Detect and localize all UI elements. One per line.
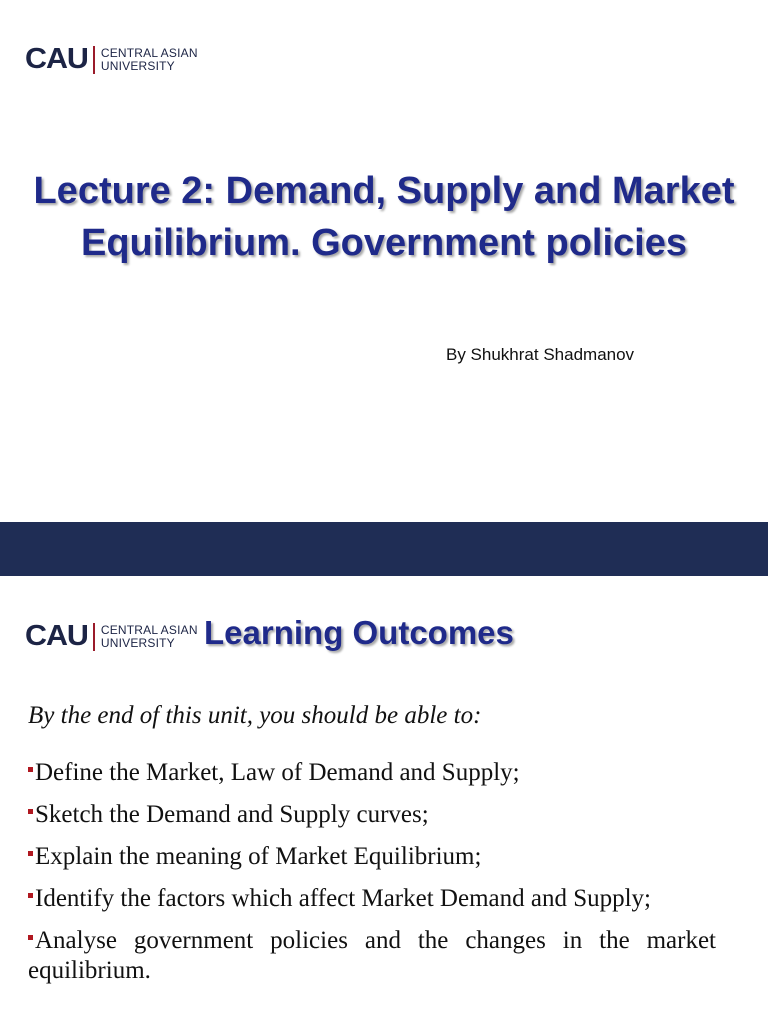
outcome-text: Analyse government policies and the changes in the market equilibrium.	[28, 927, 716, 984]
list-item	[28, 758, 716, 788]
outcome-text: Sketch the Demand and Supply curves;	[35, 801, 429, 828]
cau-logo	[25, 622, 198, 651]
logo-line-2: UNIVERSITY	[100, 635, 175, 650]
cau-logo	[25, 45, 198, 74]
logo-divider	[93, 623, 95, 651]
logo-divider	[93, 46, 95, 74]
square-bullet-icon	[28, 935, 33, 940]
logo-line-1: CENTRAL ASIAN	[100, 45, 198, 60]
list-item	[28, 800, 716, 830]
lecture-title: Lecture 2: Demand, Supply and Market Equilibrium. Government policies	[33, 170, 735, 264]
logo-line-1: CENTRAL ASIAN	[100, 622, 198, 637]
outcome-text: Explain the meaning of Market Equilibrium;	[35, 843, 482, 870]
outcomes-intro: By the end of this unit, you should be able to:	[28, 702, 482, 729]
outcome-text: Define the Market, Law of Demand and Supply;	[35, 759, 520, 786]
logo-mark: CAU	[25, 620, 88, 652]
logo-wordmark	[101, 624, 198, 650]
list-item	[28, 926, 716, 986]
logo-line-2: UNIVERSITY	[100, 58, 175, 73]
square-bullet-icon	[28, 851, 33, 856]
square-bullet-icon	[28, 767, 33, 772]
square-bullet-icon	[28, 809, 33, 814]
slide-divider-band	[0, 522, 768, 576]
list-item	[28, 884, 716, 914]
logo-wordmark	[101, 47, 198, 73]
outcomes-list	[28, 758, 716, 998]
list-item	[28, 842, 716, 872]
author-line: By Shukhrat Shadmanov	[446, 345, 635, 364]
outcome-text: Identify the factors which affect Market Demand and Supply;	[35, 885, 652, 912]
square-bullet-icon	[28, 893, 33, 898]
outcomes-title: Learning Outcomes	[204, 614, 514, 651]
logo-mark: CAU	[25, 43, 88, 75]
